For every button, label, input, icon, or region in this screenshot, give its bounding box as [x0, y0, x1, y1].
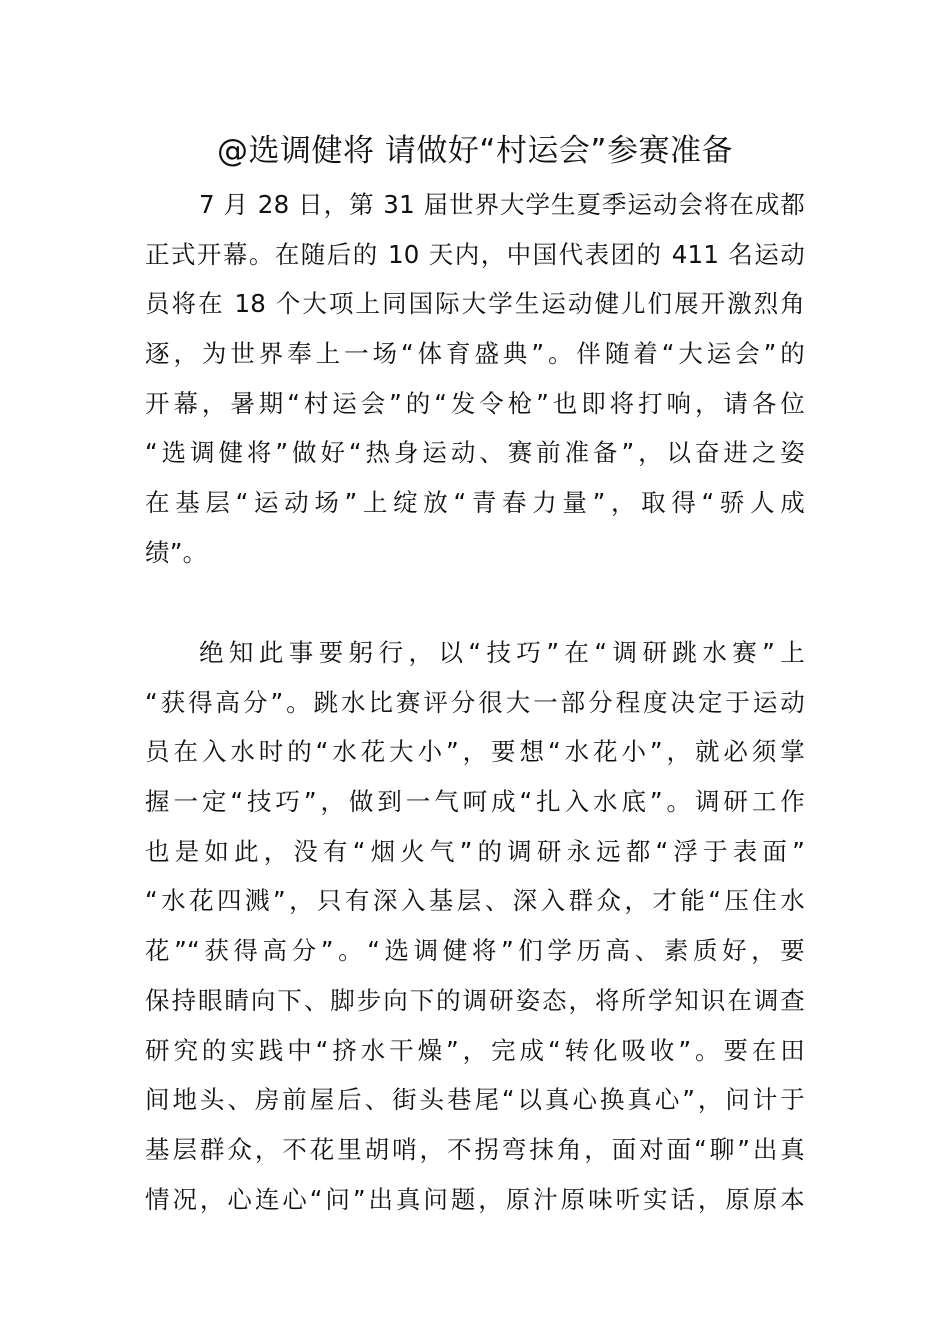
paragraph-line: “选调健将”做好“热身运动、赛前准备”，以奋进之姿: [145, 438, 805, 468]
paragraph-line: 员将在 18 个大项上同国际大学生运动健儿们展开激烈角: [145, 289, 805, 319]
paragraph-line: 在基层“运动场”上绽放“青春力量”，取得“骄人成: [145, 488, 805, 518]
document-title: @选调健将 请做好“村运会”参赛准备: [217, 133, 733, 169]
paragraph-line: 基层群众，不花里胡哨，不拐弯抹角，面对面“聊”出真: [145, 1134, 805, 1164]
paragraph-line: 研究的实践中“挤水干燥”，完成“转化吸收”。要在田: [145, 1035, 805, 1065]
paragraph-line: 逐，为世界奉上一场“体育盛典”。伴随着“大运会”的: [145, 339, 805, 369]
paragraph-line: 握一定“技巧”，做到一气呵成“扎入水底”。调研工作: [145, 787, 805, 817]
paragraph-line: “获得高分”。跳水比赛评分很大一部分程度决定于运动: [145, 687, 805, 717]
paragraph-line: 也是如此，没有“烟火气”的调研永远都“浮于表面”: [145, 836, 805, 866]
paragraph-line: “水花四溅”，只有深入基层、深入群众，才能“压住水: [145, 886, 805, 916]
paragraph-line: 绩”。: [145, 537, 208, 567]
paragraph-line: 绝知此事要躬行，以“技巧”在“调研跳水赛”上: [199, 638, 805, 667]
paragraph-line: 7 月 28 日，第 31 届世界大学生夏季运动会将在成都: [199, 190, 805, 219]
paragraph-line: 保持眼睛向下、脚步向下的调研姿态，将所学知识在调查: [145, 985, 805, 1015]
paragraph-line: 情况，心连心“问”出真问题，原汁原味听实话，原原本: [145, 1184, 805, 1214]
paragraph-line: 间地头、房前屋后、街头巷尾“以真心换真心”，问计于: [145, 1085, 805, 1115]
paragraph-line: 开幕，暑期“村运会”的“发令枪”也即将打响，请各位: [145, 388, 805, 418]
paragraph-line: 花”“获得高分”。“选调健将”们学历高、素质好，要: [145, 936, 805, 966]
paragraph-2: [145, 628, 805, 1224]
paragraph-line: 正式开幕。在随后的 10 天内，中国代表团的 411 名运动: [145, 239, 805, 269]
paragraph-line: 员在入水时的“水花大小”，要想“水花小”，就必须掌: [145, 737, 805, 767]
paragraph-1: [145, 180, 805, 578]
